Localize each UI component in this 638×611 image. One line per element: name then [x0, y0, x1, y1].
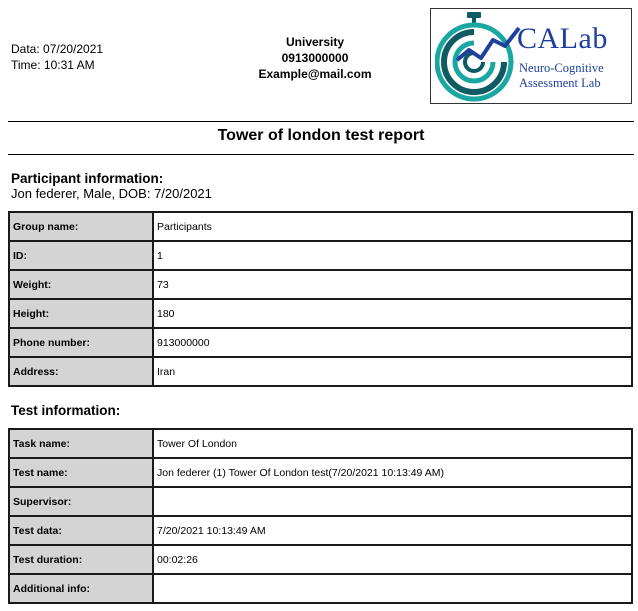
logo-title: CALab [517, 22, 608, 55]
row-label: Address: [9, 357, 153, 386]
table-row [9, 487, 632, 516]
row-label: Height: [9, 299, 153, 328]
table-row [9, 357, 632, 386]
row-label: Test duration: [9, 545, 153, 574]
row-value: 1 [153, 241, 632, 270]
logo-subtitle-line1: Neuro-Cognitive [519, 61, 604, 75]
table-row [9, 516, 632, 545]
row-value [153, 574, 632, 603]
row-label: Additional info: [9, 574, 153, 603]
row-value: Jon federer (1) Tower Of London test(7/20/2021 10:13:49 AM) [153, 458, 632, 487]
organization-info [220, 34, 410, 82]
date-line: Data: 07/20/2021 [11, 42, 104, 56]
row-value [153, 487, 632, 516]
row-label: Task name: [9, 429, 153, 458]
table-row [9, 241, 632, 270]
table-row [9, 574, 632, 603]
org-name: University [285, 35, 345, 49]
report-date-time [11, 41, 103, 73]
row-value: Iran [153, 357, 632, 386]
row-label: Test name: [9, 458, 153, 487]
participant-info-table [8, 211, 633, 387]
calab-logo [430, 8, 632, 104]
logo-subtitle-line2: Assessment Lab [519, 76, 601, 90]
participant-section-heading: Participant information: [11, 171, 164, 186]
table-row [9, 212, 632, 241]
table-row [9, 270, 632, 299]
row-label: Group name: [9, 212, 153, 241]
time-line: Time: 10:31 AM [11, 58, 95, 72]
row-value: 7/20/2021 10:13:49 AM [153, 516, 632, 545]
row-value: 00:02:26 [153, 545, 632, 574]
row-value: Participants [153, 212, 632, 241]
table-row [9, 429, 632, 458]
table-row [9, 328, 632, 357]
test-info-table [8, 428, 633, 604]
report-title: Tower of london test report [217, 127, 425, 144]
table-row [9, 545, 632, 574]
row-value: 180 [153, 299, 632, 328]
participant-summary: Jon federer, Male, DOB: 7/20/2021 [11, 186, 212, 201]
org-phone: 0913000000 [281, 51, 349, 65]
org-email: Example@mail.com [258, 67, 372, 81]
row-label: Test data: [9, 516, 153, 545]
row-label: Phone number: [9, 328, 153, 357]
row-label: ID: [9, 241, 153, 270]
title-top-divider [8, 121, 634, 122]
row-value: Tower Of London [153, 429, 632, 458]
table-row [9, 299, 632, 328]
row-label: Weight: [9, 270, 153, 299]
row-value: 913000000 [153, 328, 632, 357]
table-row [9, 458, 632, 487]
title-bottom-divider [8, 154, 634, 155]
row-label: Supervisor: [9, 487, 153, 516]
row-value: 73 [153, 270, 632, 299]
logo-subtitle [519, 61, 604, 91]
test-section-heading: Test information: [11, 403, 121, 418]
stopwatch-brain-icon [435, 10, 525, 104]
